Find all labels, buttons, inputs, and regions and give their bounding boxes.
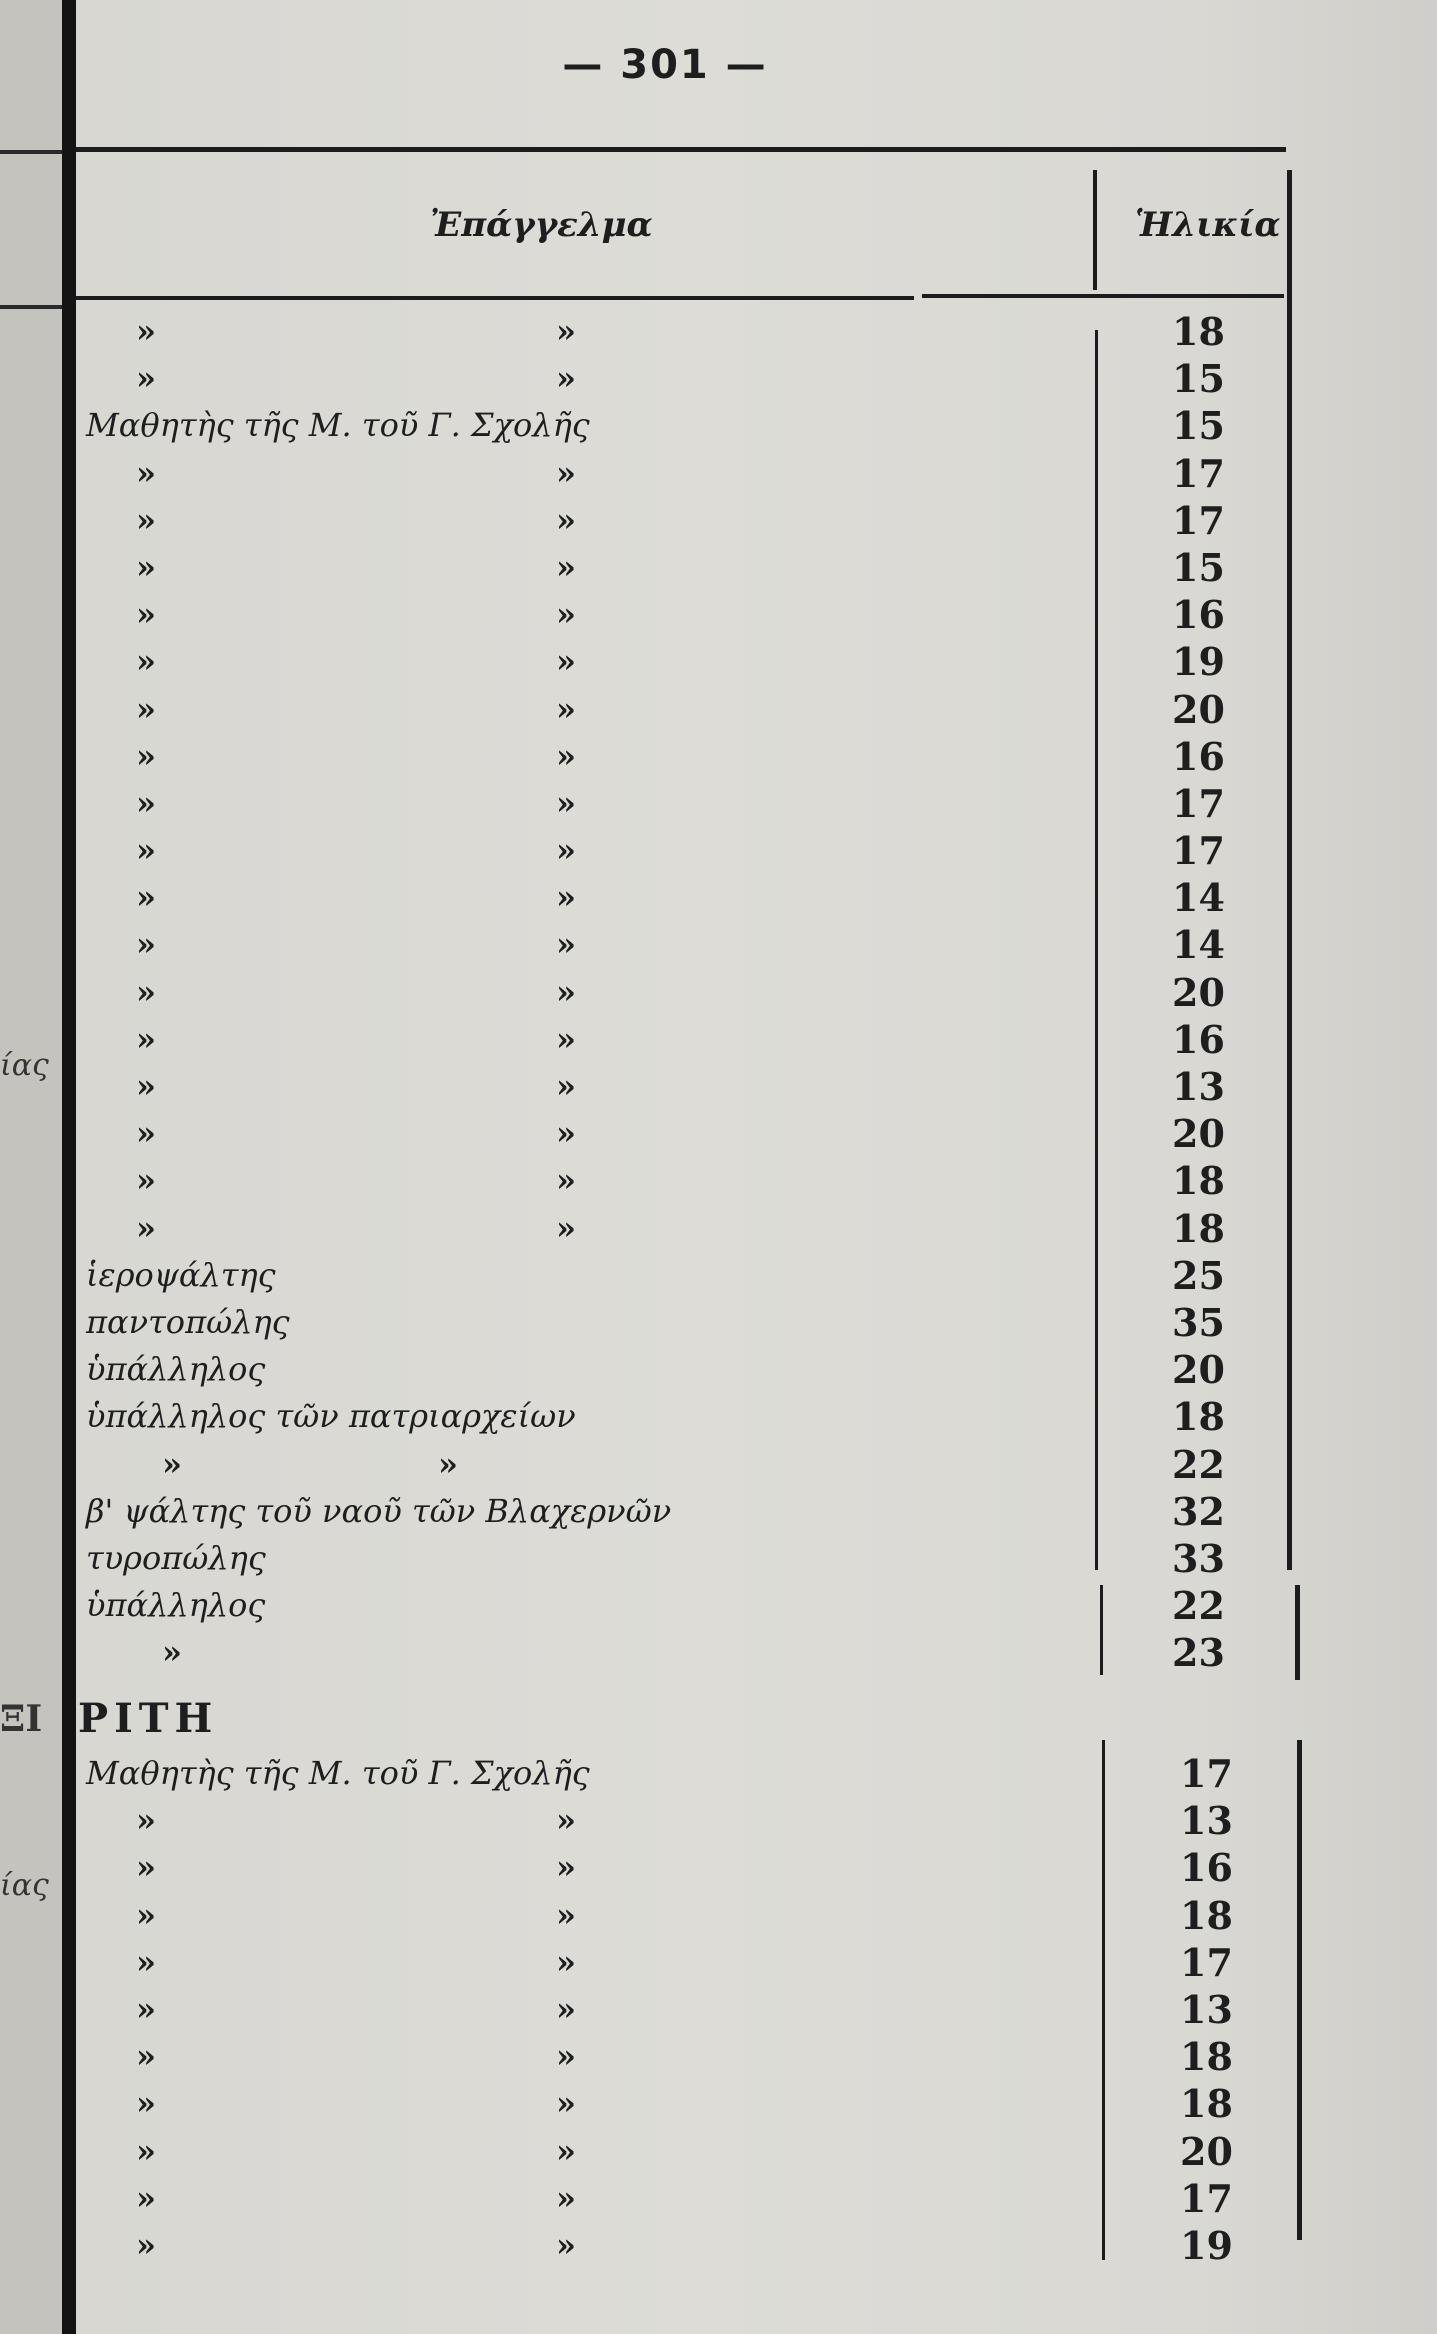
header-bottom-rule xyxy=(922,294,1284,298)
ditto-mark: » xyxy=(438,1444,458,1483)
table-row xyxy=(86,2175,1286,2222)
occupation-cell: ὑπάλληλος τῶν πατριαρχείων xyxy=(86,1397,576,1436)
age-cell: 20 xyxy=(1180,2128,1233,2174)
occupation-cell: ὑπάλληλος xyxy=(86,1350,266,1389)
ditto-mark: » xyxy=(556,500,576,539)
ditto-mark: » xyxy=(136,2178,156,2217)
table-row xyxy=(86,1535,1286,1582)
age-cell: 17 xyxy=(1172,780,1225,826)
ditto-mark: » xyxy=(136,972,156,1011)
table-row xyxy=(86,1346,1286,1393)
ditto-mark: » xyxy=(556,2131,576,2170)
age-cell: 18 xyxy=(1180,2034,1233,2080)
table-top-rule xyxy=(76,147,1286,152)
ditto-mark: » xyxy=(556,1942,576,1981)
occupation-cell: παντοπώλης xyxy=(86,1302,290,1341)
table-row xyxy=(86,780,1286,827)
table-row xyxy=(86,2128,1286,2175)
margin-fragment: ΞΙ xyxy=(0,1698,43,1740)
ditto-mark: » xyxy=(556,1895,576,1934)
ditto-mark: » xyxy=(136,925,156,964)
table-row xyxy=(86,969,1286,1016)
table-row xyxy=(86,921,1286,968)
table-body-second xyxy=(86,1750,1286,2269)
ditto-mark: » xyxy=(556,2037,576,2076)
table-row xyxy=(86,1441,1286,1488)
column-divider xyxy=(1093,170,1097,290)
table-row xyxy=(86,402,1286,449)
ditto-mark: » xyxy=(136,1895,156,1934)
ditto-mark: » xyxy=(556,878,576,917)
ditto-mark: » xyxy=(136,736,156,775)
table-row xyxy=(86,1205,1286,1252)
table-row xyxy=(86,1252,1286,1299)
age-cell: 15 xyxy=(1172,403,1225,449)
age-cell: 16 xyxy=(1172,1016,1225,1062)
age-cell: 15 xyxy=(1172,356,1225,402)
table-row xyxy=(86,1582,1286,1629)
age-cell: 17 xyxy=(1172,497,1225,543)
age-cell: 22 xyxy=(1172,1441,1225,1487)
ditto-mark: » xyxy=(556,642,576,681)
age-cell: 18 xyxy=(1172,309,1225,354)
ditto-mark: » xyxy=(136,595,156,634)
table-row xyxy=(86,1488,1286,1535)
ditto-mark: » xyxy=(136,1019,156,1058)
ditto-mark: » xyxy=(136,2225,156,2264)
occupation-cell: β' ψάλτης τοῦ ναοῦ τῶν Βλαχερνῶν xyxy=(86,1491,672,1530)
ditto-mark: » xyxy=(136,312,156,350)
age-cell: 16 xyxy=(1180,1845,1233,1891)
occupation-cell: ὑπάλληλος xyxy=(86,1586,266,1625)
table-row xyxy=(86,2033,1286,2080)
ditto-mark: » xyxy=(136,642,156,681)
margin-rule xyxy=(0,150,62,154)
age-cell: 19 xyxy=(1172,639,1225,685)
ditto-mark: » xyxy=(556,1161,576,1200)
age-cell: 20 xyxy=(1172,1111,1225,1157)
table-row xyxy=(86,686,1286,733)
header-bottom-rule xyxy=(76,296,914,300)
age-cell: 25 xyxy=(1172,1252,1225,1298)
ditto-mark: » xyxy=(556,312,576,350)
age-cell: 14 xyxy=(1172,922,1225,968)
table-row xyxy=(86,450,1286,497)
table-row xyxy=(86,733,1286,780)
ditto-mark: » xyxy=(556,1114,576,1153)
age-cell: 17 xyxy=(1180,1751,1233,1796)
ditto-mark: » xyxy=(162,1444,182,1483)
table-row xyxy=(86,1750,1286,1797)
age-cell: 18 xyxy=(1180,1892,1233,1938)
table-row xyxy=(86,1157,1286,1204)
ditto-mark: » xyxy=(556,2225,576,2264)
ditto-mark: » xyxy=(136,1801,156,1840)
binding-rule xyxy=(62,0,76,2334)
table-row xyxy=(86,1063,1286,1110)
ditto-mark: » xyxy=(136,1114,156,1153)
table-row xyxy=(86,308,1286,355)
table-row xyxy=(86,1797,1286,1844)
age-cell: 17 xyxy=(1180,2175,1233,2221)
age-cell: 15 xyxy=(1172,544,1225,590)
age-cell: 20 xyxy=(1172,969,1225,1015)
ditto-mark: » xyxy=(136,1989,156,2028)
ditto-mark: » xyxy=(136,783,156,822)
ditto-mark: » xyxy=(556,453,576,492)
occupation-column-header: Ἐπάγγελμα xyxy=(430,205,653,245)
ditto-mark: » xyxy=(136,689,156,728)
ditto-mark: » xyxy=(136,1848,156,1887)
ditto-mark: » xyxy=(556,972,576,1011)
ditto-mark: » xyxy=(556,359,576,398)
table-row xyxy=(86,638,1286,685)
margin-rule xyxy=(0,305,62,309)
table-body-first xyxy=(86,308,1286,1676)
age-cell: 35 xyxy=(1172,1299,1225,1345)
occupation-cell: Μαθητὴς τῆς Μ. τοῦ Γ. Σχολῆς xyxy=(86,1754,590,1792)
age-cell: 17 xyxy=(1180,1939,1233,1985)
margin-fragment: ίας xyxy=(0,1868,49,1903)
age-cell: 13 xyxy=(1180,1986,1233,2032)
ditto-mark: » xyxy=(136,547,156,586)
age-cell: 18 xyxy=(1172,1394,1225,1440)
ditto-mark: » xyxy=(136,878,156,917)
ditto-mark: » xyxy=(136,1067,156,1105)
age-cell: 16 xyxy=(1172,592,1225,638)
age-cell: 16 xyxy=(1172,733,1225,779)
ditto-mark: » xyxy=(136,1942,156,1981)
age-cell: 13 xyxy=(1172,1064,1225,1109)
ditto-mark: » xyxy=(556,689,576,728)
ditto-mark: » xyxy=(136,1208,156,1247)
age-cell: 18 xyxy=(1172,1205,1225,1251)
ditto-mark: » xyxy=(556,595,576,634)
ditto-mark: » xyxy=(556,831,576,870)
ditto-mark: » xyxy=(556,1067,576,1105)
table-right-rule xyxy=(1295,1585,1300,1680)
margin-fragment: ίας xyxy=(0,1048,49,1083)
ditto-mark: » xyxy=(136,2084,156,2123)
age-cell: 23 xyxy=(1172,1630,1225,1676)
age-cell: 17 xyxy=(1172,828,1225,874)
table-row xyxy=(86,1299,1286,1346)
ditto-mark: » xyxy=(556,1801,576,1840)
table-row xyxy=(86,1629,1286,1676)
table-row xyxy=(86,591,1286,638)
table-row xyxy=(86,1986,1286,2033)
page-number: — 301 — xyxy=(562,42,768,88)
ditto-mark: » xyxy=(556,1848,576,1887)
age-cell: 20 xyxy=(1172,686,1225,732)
table-right-rule xyxy=(1287,170,1292,1570)
age-cell: 18 xyxy=(1180,2081,1233,2127)
age-cell: 33 xyxy=(1172,1535,1225,1581)
table-row xyxy=(86,1939,1286,1986)
ditto-mark: » xyxy=(136,359,156,398)
ditto-mark: » xyxy=(556,783,576,822)
table-row xyxy=(86,1016,1286,1063)
age-cell: 20 xyxy=(1172,1347,1225,1393)
previous-page-margin xyxy=(0,0,62,2334)
ditto-mark: » xyxy=(162,1633,182,1672)
ditto-mark: » xyxy=(136,2131,156,2170)
table-row xyxy=(86,1110,1286,1157)
ditto-mark: » xyxy=(556,2178,576,2217)
age-cell: 14 xyxy=(1172,875,1225,921)
ditto-mark: » xyxy=(136,453,156,492)
age-cell: 32 xyxy=(1172,1488,1225,1534)
age-cell: 22 xyxy=(1172,1583,1225,1629)
table-row xyxy=(86,874,1286,921)
ditto-mark: » xyxy=(556,1019,576,1058)
age-cell: 18 xyxy=(1172,1158,1225,1204)
ditto-mark: » xyxy=(556,547,576,586)
table-row xyxy=(86,1844,1286,1891)
ditto-mark: » xyxy=(136,2037,156,2076)
ditto-mark: » xyxy=(556,1208,576,1247)
table-row xyxy=(86,827,1286,874)
table-row xyxy=(86,544,1286,591)
table-row xyxy=(86,2222,1286,2269)
age-cell: 13 xyxy=(1180,1798,1233,1844)
table-row xyxy=(86,497,1286,544)
table-right-rule xyxy=(1297,1740,1302,2240)
age-cell: 19 xyxy=(1180,2222,1233,2268)
occupation-cell: τυροπώλης xyxy=(86,1538,266,1577)
age-column-header: Ἡλικία xyxy=(1135,205,1281,245)
occupation-cell: ἱεροψάλτης xyxy=(86,1255,276,1294)
section-title: ΡΙΤΗ xyxy=(78,1695,219,1742)
ditto-mark: » xyxy=(556,1989,576,2028)
table-row xyxy=(86,355,1286,402)
age-cell: 17 xyxy=(1172,450,1225,496)
table-row xyxy=(86,1892,1286,1939)
ditto-mark: » xyxy=(556,2084,576,2123)
ditto-mark: » xyxy=(136,831,156,870)
ditto-mark: » xyxy=(556,925,576,964)
table-row xyxy=(86,2080,1286,2127)
ditto-mark: » xyxy=(556,736,576,775)
occupation-cell: Μαθητὴς τῆς Μ. τοῦ Γ. Σχολῆς xyxy=(86,406,590,445)
ditto-mark: » xyxy=(136,500,156,539)
ditto-mark: » xyxy=(136,1161,156,1200)
table-row xyxy=(86,1393,1286,1440)
